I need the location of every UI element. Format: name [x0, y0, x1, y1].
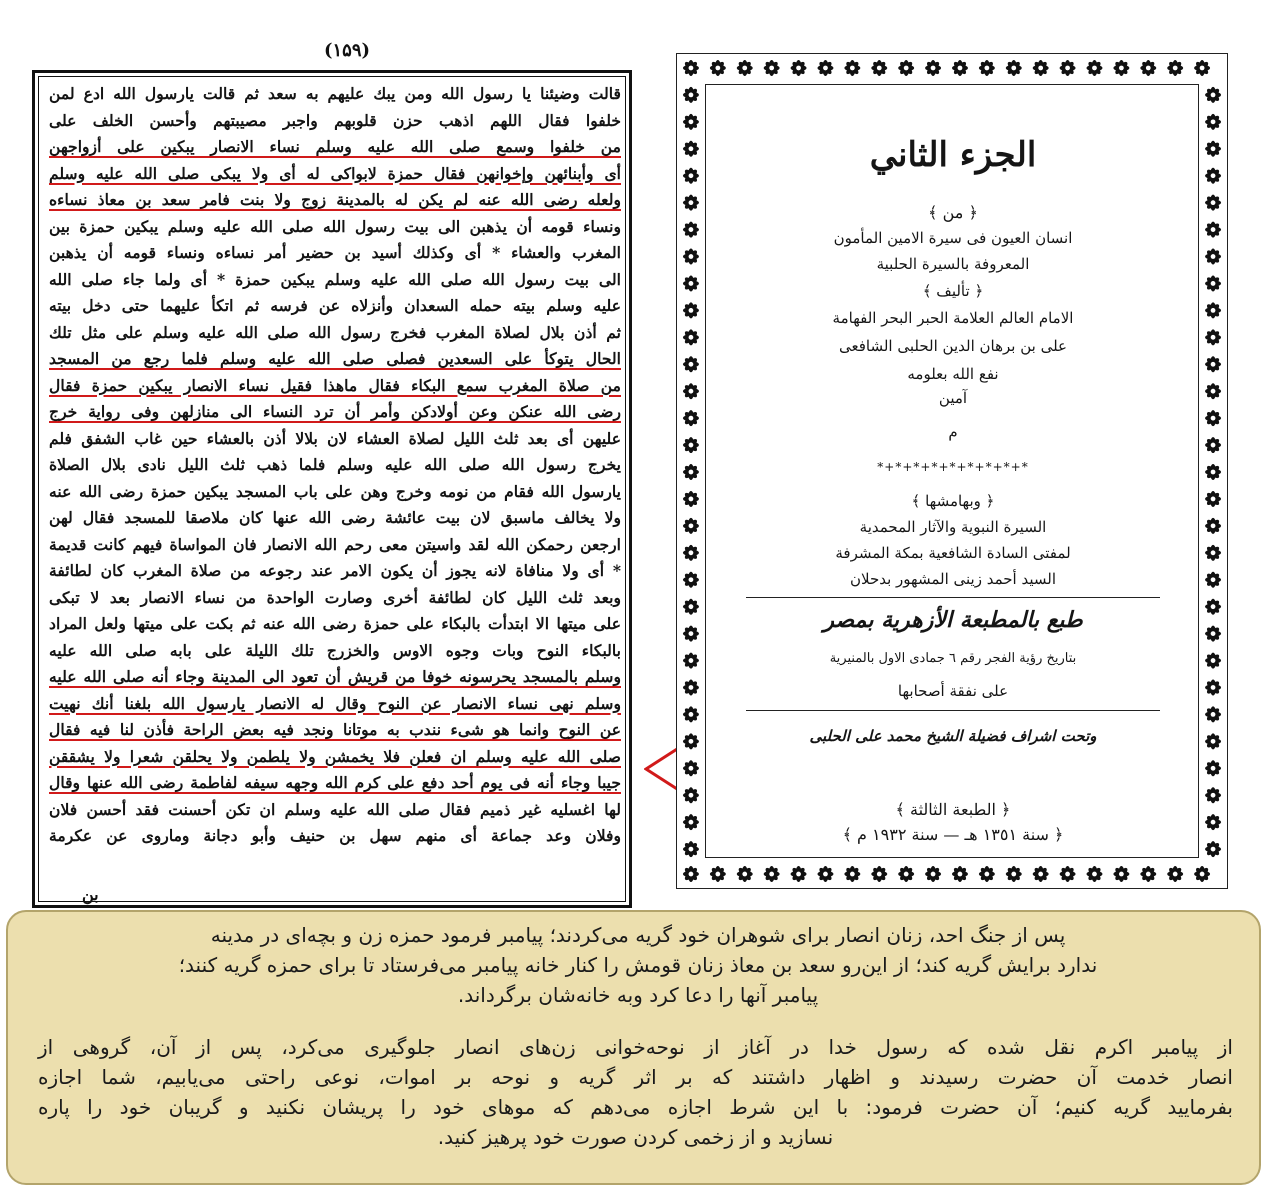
flower-ornament-icon [737, 60, 753, 76]
author-line: على بن برهان الدين الحلبى الشافعى [838, 337, 1068, 355]
flower-ornament-icon [1205, 356, 1221, 372]
scan-text-line: من خلفوا وسمع صلى الله عليه وسلم نساء الانصار يبكين على أزواجهن [49, 137, 621, 156]
flower-ornament-icon [1205, 680, 1221, 696]
edition-label: ﴿ الطبعة الثالثة ﴾ [895, 800, 1011, 819]
year-line: ﴿ سنة ١٣٥١ هـ — سنة ١٩٣٢ م ﴾ [842, 825, 1064, 844]
flower-ornament-icon [683, 545, 699, 561]
flower-ornament-icon [683, 275, 699, 291]
flower-ornament-icon [1205, 141, 1221, 157]
press-name: طبع بالمطبعة الأزهرية بمصر [823, 607, 1083, 633]
flower-ornament-icon [898, 866, 914, 882]
scan-text-line: قالت وضيئنا يا رسول الله ومن يبك عليهم به سعد ثم قالت يارسول الله ادع لمن [49, 84, 621, 103]
flower-ornament-icon [1205, 653, 1221, 669]
flower-ornament-icon [710, 866, 726, 882]
flower-ornament-icon [1060, 60, 1076, 76]
flower-ornament-icon [683, 626, 699, 642]
flower-ornament-icon [979, 60, 995, 76]
scan-text-line: * أى ولا منافاة لانه يجوز أن يكون الامر عند رجوعه من صلاة المغرب كان لطائفة [49, 561, 621, 580]
scan-text-line: جيبا وجاء أنه فى يوم أحد دفع على كرم الله وجهه سيفه لفاطمة رضى الله عنها وقال [49, 773, 621, 792]
flower-ornament-icon [1205, 222, 1221, 238]
scan-text-line: وفلان وعد جماعة أى منهم سهل بن حنيف وأبو دجانة وماروى عن عكرمة [49, 826, 621, 845]
flower-ornament-icon [683, 302, 699, 318]
flower-ornament-icon [1140, 866, 1156, 882]
flower-ornament-icon [683, 760, 699, 776]
flower-ornament-icon [1113, 866, 1129, 882]
from-label: ﴿ من ﴾ [928, 203, 978, 222]
flower-ornament-icon [1033, 866, 1049, 882]
flower-ornament-icon [1087, 60, 1103, 76]
author-line: الامام العالم العلامة الحبر البحر الفهامة [832, 309, 1074, 327]
flower-ornament-icon [683, 410, 699, 426]
flower-ornament-icon [683, 249, 699, 265]
scan-text-line: وسلم بالمسجد يحرسونه خوفا من قريش أن تعود الى المدينة وجاء أنه صلى الله عليه [49, 667, 621, 686]
scan-text-line: على ميتها الا ابتدأت بالبكاء على حمزة رضى الله عنه ثم بكت على ميتها ولعل المراد [49, 614, 621, 633]
scan-text-line: الى بيت رسول الله صلى الله عليه وسلم يبكين حمزة * أى ولما جاء صلى الله [49, 269, 621, 289]
flower-ornament-icon [1205, 572, 1221, 588]
flower-ornament-icon [683, 733, 699, 749]
flower-ornament-icon [1205, 518, 1221, 534]
flower-ornament-icon [1205, 491, 1221, 507]
caption-line: ندارد برایش گریه کند؛ از این‌رو سعد بن معاذ زنان قومش را کنار خانه پیامبر می‌فرستاد تا برای حمزه گریه کنند؛ [178, 953, 1098, 977]
text-frame [32, 70, 632, 908]
divider-line [746, 710, 1160, 711]
flower-ornament-icon [844, 60, 860, 76]
scan-text-line: ولعله رضى الله عنه لم يكن له بالمدينة زوج ولا بنت فامر سعد بن معاذ نساءه [49, 190, 621, 209]
flower-ornament-icon [1060, 866, 1076, 882]
flower-ornament-icon [1205, 383, 1221, 399]
supervision-line: وتحت اشراف فضيلة الشيخ محمد على الحلبى [809, 727, 1097, 745]
flower-ornament-icon [925, 866, 941, 882]
scan-text-line: الحال يتوكأ على السعدين فصلى صلى الله عليه وسلم فلما رجع من المسجد [49, 349, 621, 368]
book-title-line: المعروفة بالسيرة الحلبية [876, 255, 1030, 273]
caption-box [6, 910, 1261, 1185]
flower-ornament-icon [1033, 60, 1049, 76]
flower-ornament-icon [683, 195, 699, 211]
scan-text-line: ارجعن رحمكن الله لقد واسيتن معى رحم الله الانصار فان المواساة فيهم كانت قديمة [49, 534, 621, 554]
hamish-label: ﴿ وبهامشها ﴾ [911, 492, 995, 510]
scan-text-line: عن النوح وانما هو شىء نندب به موتانا ونجد فيه بعض الراحة فأذن لنا فيه فقال [49, 720, 621, 739]
flower-ornament-icon [764, 866, 780, 882]
divider-line [746, 597, 1160, 598]
flower-ornament-icon [1205, 706, 1221, 722]
flower-ornament-icon [925, 60, 941, 76]
scan-text-line: المغرب والعشاء * أى وكذلك أسيد بن حضير أمر نساءه ونساء قومه أن يذهبن [49, 243, 621, 262]
flower-ornament-icon [683, 680, 699, 696]
scan-text-line: أى وأبنائهن وإخوانهن فقال حمزة لابواكى له أى ولا يبكى صلى الله عليه وسلم [49, 163, 621, 183]
scan-text-line: من صلاة المغرب سمع البكاء فقال ماهذا فقيل نساء الانصار يبكين حمزة فقال [49, 375, 621, 395]
scan-text-line: خلفوا فقال اللهم اذهب حزن قلوبهم واجبر مصيبتهم وأحسن الخلف على [49, 110, 621, 130]
flower-ornament-icon [683, 491, 699, 507]
flower-ornament-icon [683, 464, 699, 480]
flower-ornament-icon [764, 60, 780, 76]
caption-paragraph-1 [68, 920, 1208, 1010]
scan-lines [49, 81, 621, 850]
flower-ornament-icon [683, 841, 699, 857]
expense-line: على نفقة أصحابها [897, 682, 1009, 700]
caption-line: بفرمایید گریه کنیم؛ آن حضرت فرمود: با این شرط اجازه می‌دهم که موهای خود را پریشان نکنید و گریبان خود را پاره [38, 1095, 1233, 1119]
date-line: بتاريخ رؤية الفجر رقم ٦ جمادى الاول بالمنيرية [829, 651, 1077, 666]
flower-ornament-icon [683, 518, 699, 534]
scan-text-line: يارسول الله فقام من نومه وخرج وهن على باب المسجد يبكين حمزة رضى الله عنه [49, 481, 621, 501]
flower-ornament-icon [1205, 275, 1221, 291]
flower-ornament-icon [1140, 60, 1156, 76]
star-divider: *+*+*+*+*+*+*+*+* [877, 460, 1029, 474]
flower-ornament-icon [1205, 626, 1221, 642]
caption-line: پیامبر آنها را دعا کرد وبه خانه‌شان برگرداند. [457, 983, 819, 1007]
flower-ornament-icon [952, 60, 968, 76]
flower-ornament-icon [683, 572, 699, 588]
flower-ornament-icon [683, 356, 699, 372]
flower-ornament-icon [1205, 302, 1221, 318]
flower-ornament-icon [1194, 60, 1210, 76]
scan-text-line: وسلم نهى نساء الانصار عن النوح وقال له الانصار يارسول الله بلغنا أنك نهيت [49, 693, 621, 713]
flower-ornament-icon [1205, 545, 1221, 561]
mim-mark: م [948, 423, 958, 441]
scan-text-line: عليهن أى بعد ثلث الليل لصلاة العشاء لان بلالا أذن بالعشاء حين غاب الشفق فلم [49, 428, 621, 448]
flower-ornament-icon [710, 60, 726, 76]
flower-ornament-icon [1205, 814, 1221, 830]
flower-ornament-icon [683, 814, 699, 830]
flower-ornament-icon [683, 168, 699, 184]
flower-ornament-icon [871, 60, 887, 76]
volume-title: الجزء الثاني [869, 135, 1037, 175]
scan-text-line: رضى الله عنكن وعن أولادكن وأمر أن ترد النساء الى منازلهن وفى رواية خرج [49, 402, 621, 421]
page-number: (۱۵۹) [323, 40, 371, 61]
flower-ornament-icon [683, 866, 699, 882]
scan-text-line: صلى الله عليه وسلم ان فعلن فلا يخمشن ولا يلطمن ولا يحلقن شعرا ولا يشققن [49, 746, 621, 766]
flower-ornament-icon [1205, 329, 1221, 345]
flower-ornament-icon [1205, 760, 1221, 776]
flower-ornament-icon [683, 653, 699, 669]
caption-line: از پیامبر اکرم نقل شده که رسول خدا در آغاز از نوحه‌خوانی زن‌های انصار جلوگیری می‌کرد، پس از آن، گروهی از [38, 1035, 1233, 1059]
flower-ornament-icon [683, 706, 699, 722]
hamish-line: لمفتى السادة الشافعية بمكة المشرفة [835, 544, 1071, 562]
flower-ornament-icon [1205, 168, 1221, 184]
flower-ornament-icon [1006, 60, 1022, 76]
flower-ornament-icon [683, 383, 699, 399]
flower-ornament-icon [817, 60, 833, 76]
flower-ornament-icon [1167, 60, 1183, 76]
flower-ornament-icon [683, 114, 699, 130]
flower-ornament-icon [898, 60, 914, 76]
flower-ornament-icon [1205, 195, 1221, 211]
flower-ornament-icon [1205, 841, 1221, 857]
caption-line: نسازید و از زخمی کردن صورت خود پرهیز کنید. [437, 1125, 834, 1149]
scan-text-line: ونساء قومه أن يذهبن الى بيت رسول الله صلى الله عليه وسلم يبكين حمزة بين [49, 216, 621, 236]
flower-ornament-icon [1194, 866, 1210, 882]
flower-ornament-icon [683, 141, 699, 157]
title-page [676, 53, 1228, 889]
flower-ornament-icon [1087, 866, 1103, 882]
flower-ornament-icon [791, 866, 807, 882]
flower-ornament-icon [683, 437, 699, 453]
flower-ornament-icon [1113, 60, 1129, 76]
scan-text-line: لها اغسليه غير ذميم فقال صلى الله عليه وسلم ان تكن أحسنت فقد أحسن فلان [49, 799, 621, 819]
flower-ornament-icon [683, 787, 699, 803]
scan-text-line: وبعد ثلث الليل كان لطائفة أخرى وصارت الواحدة من نساء الانصار بعد لا تبكى [49, 587, 621, 607]
flower-ornament-icon [1205, 437, 1221, 453]
scan-text-line: يخرج رسول الله صلى الله عليه وسلم فلما ذهب ثلث الليل نادى بلال الصلاة [49, 455, 621, 474]
flower-ornament-icon [1205, 787, 1221, 803]
flower-ornament-icon [1205, 114, 1221, 130]
scanned-text-page [32, 40, 632, 904]
flower-ornament-icon [871, 866, 887, 882]
scan-text-line: بالبكاء النوح وبات وجوه الاوس والخزرج تلك الليلة على بابه صلى الله عليه [49, 640, 621, 660]
flower-ornament-icon [683, 329, 699, 345]
catchword: بن [82, 885, 99, 904]
hamish-line: السيد أحمد زينى المشهور بدحلان [849, 570, 1056, 588]
hamish-line: السيرة النبوية والآثار المحمدية [859, 518, 1047, 536]
flower-ornament-icon [791, 60, 807, 76]
title-page-inner [705, 84, 1199, 858]
flower-ornament-icon [683, 222, 699, 238]
flower-ornament-icon [1205, 410, 1221, 426]
author-line: نفع الله بعلومه [907, 365, 999, 383]
flower-ornament-icon [683, 60, 699, 76]
flower-ornament-icon [1205, 599, 1221, 615]
flower-ornament-icon [979, 866, 995, 882]
flower-ornament-icon [817, 866, 833, 882]
flower-ornament-icon [844, 866, 860, 882]
talif-label: ﴿ تأليف ﴾ [922, 282, 984, 300]
flower-ornament-icon [1006, 866, 1022, 882]
caption-paragraph-2 [38, 1032, 1233, 1152]
scan-text-line: ثم أذن بلال لصلاة المغرب فخرج رسول الله صلى الله عليه وسلم على مثل تلك [49, 322, 621, 342]
caption-line: انصار خدمت آن حضرت رسیدند و اظهار داشتند که بر اثر گریه و نوحه بر اموات، نوعی راحتی می‌یابیم، شما اجازه [38, 1065, 1233, 1089]
scan-text-line: عليه وسلم بيته حمله السعدان وأنزلاه عن فرسه ثم اتكأ عليهما حتى دخل بيته [49, 296, 621, 315]
author-line: آمين [938, 389, 968, 407]
flower-ornament-icon [1167, 866, 1183, 882]
flower-ornament-icon [1205, 249, 1221, 265]
flower-ornament-icon [952, 866, 968, 882]
flower-ornament-icon [737, 866, 753, 882]
flower-ornament-icon [1205, 464, 1221, 480]
flower-ornament-icon [1205, 87, 1221, 103]
flower-ornament-icon [683, 599, 699, 615]
caption-line: پس از جنگ احد، زنان انصار برای شوهران خود گریه می‌کردند؛ پیامبر فرمود حمزه زن و بچه‌ای در مدینه [210, 923, 1066, 947]
flower-ornament-icon [683, 87, 699, 103]
book-title-line: انسان العيون فى سيرة الامين المأمون [833, 229, 1073, 247]
scan-text-line: ولا يخالف ماسبق لان بيت عائشة رضى الله عنها كان ملاصقا للمسجد فقال لهن [49, 508, 621, 527]
flower-ornament-icon [1205, 733, 1221, 749]
